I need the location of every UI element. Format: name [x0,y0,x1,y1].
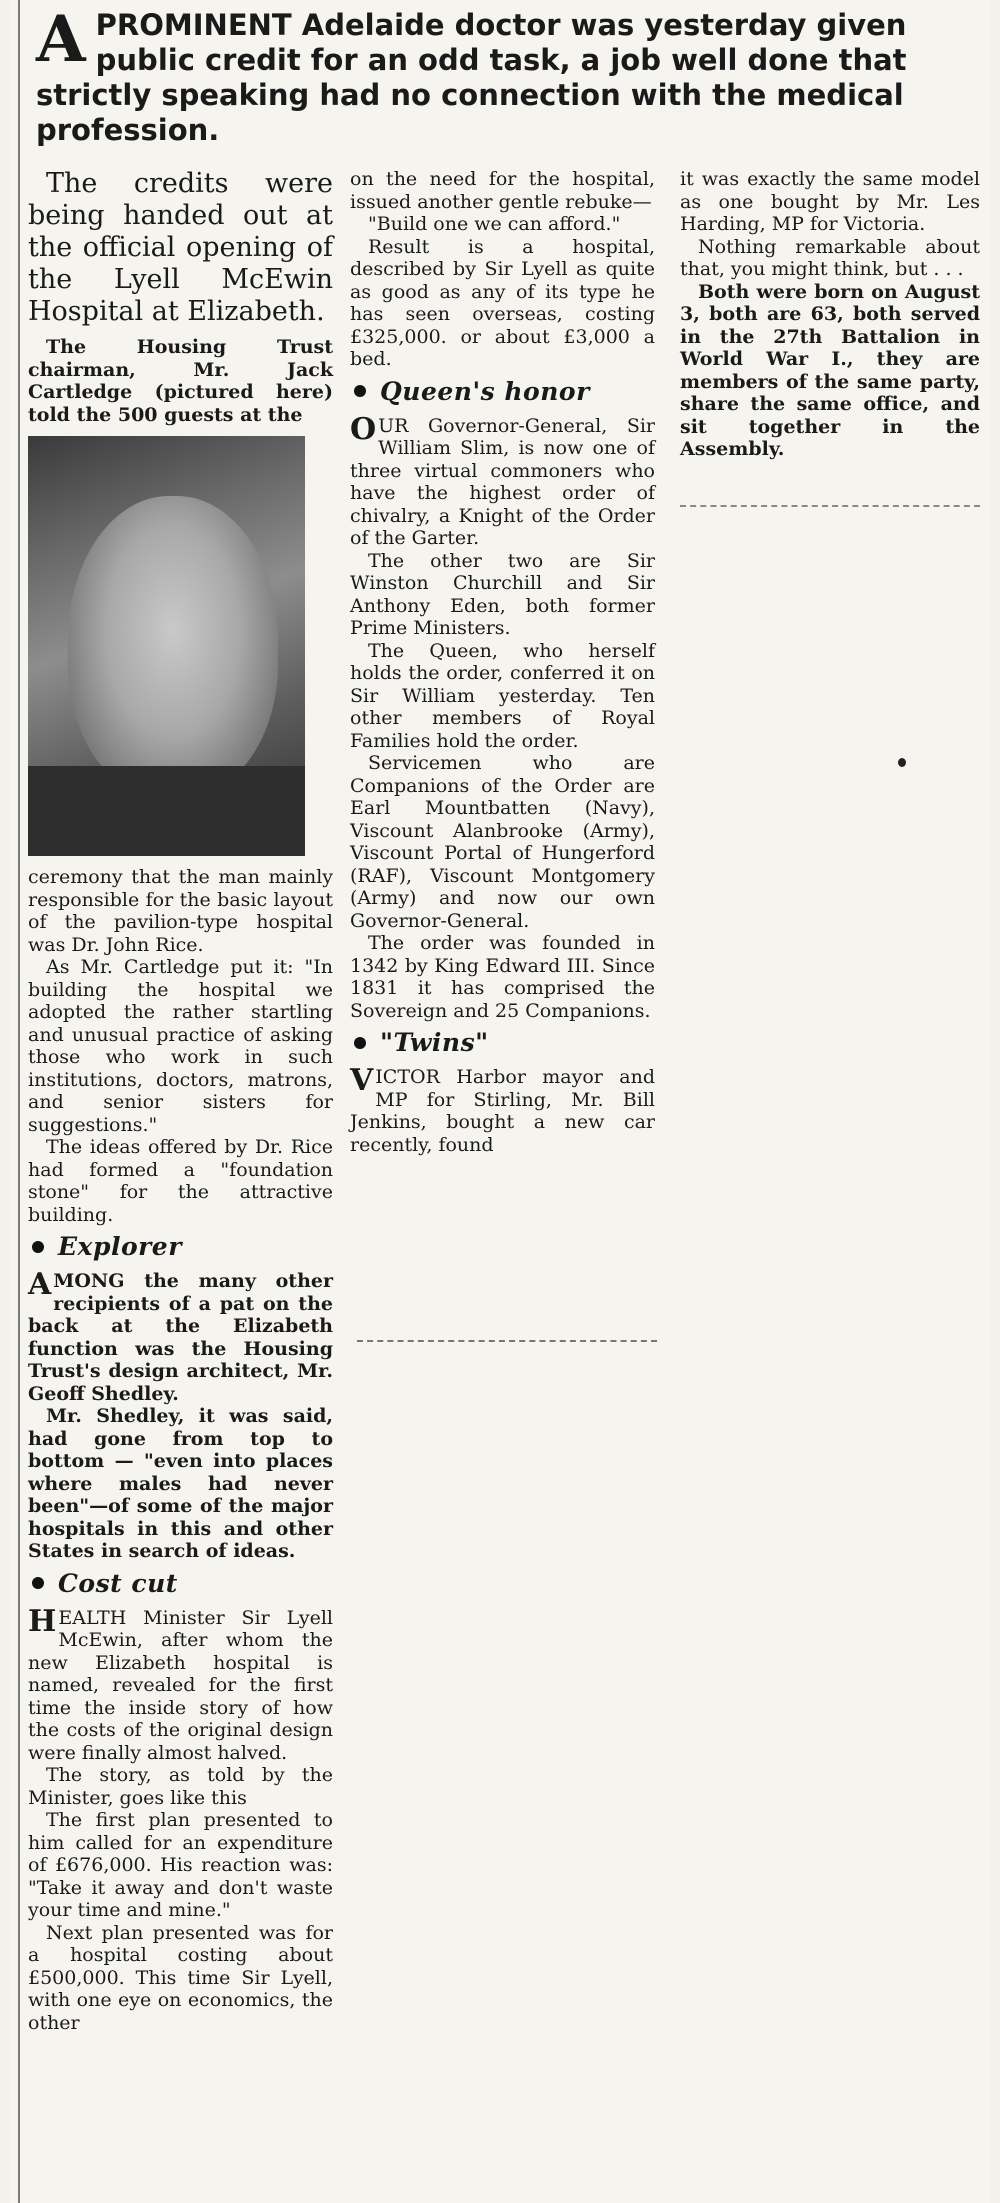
paragraph: Both were born on August 3, both are 63, both served in the 27th Battalion in World War I., they are members of the same party, share the same office, and sit together in the Assembly. [680,280,980,460]
paragraph: on the need for the hospital, issued another gentle rebuke— [350,168,655,213]
bullet-icon [32,1241,44,1253]
subhead-explorer: Explorer [28,1232,333,1262]
paragraph: The Housing Trust chairman, Mr. Jack Cartledge (pictured here) told the 500 guests at the [28,336,333,426]
paragraph: OUR Governor-General, Sir William Slim, is now one of three virtual commoners who have the highest order of chivalry, a Knight of the Order of the Garter. [350,411,655,549]
paragraph: it was exactly the same model as one bought by Mr. Les Harding, MP for Victoria. [680,168,980,235]
paragraph: Next plan presented was for a hospital costing about £500,000. This time Sir Lyell, with one eye on economics, the other [28,1921,333,2034]
paragraph: Nothing remarkable about that, you might think, but . . . [680,235,980,280]
paragraph: "Build one we can afford." [368,213,621,235]
paragraph: The story, as told by the Minister, goes like this [28,1764,333,1809]
portrait-suit [28,766,305,856]
paragraph: Mr. Shedley, it was said, had gone from top to bottom — "even into places where males had never been"—of some of the major hospitals in this and other States in search of ideas. [28,1405,333,1562]
subhead-queens-honor: Queen's honor [350,377,655,407]
paragraph: Servicemen who are Companions of the Order are Earl Mountbatten (Navy), Viscount Alanbrooke (Army), Viscount Portal of Hungerford (RAF), Viscount Montgomery (Army) and now our own Governor-General. [350,752,655,932]
paragraph: As Mr. Cartledge put it: "In building the hospital we adopted the rather startling and unusual practice of asking those who work in such institutions, doctors, matrons, and senior sisters for suggestions." [28,956,333,1136]
bullet-icon [32,1577,44,1589]
paragraph: VICTOR Harbor mayor and MP for Stirling, Mr. Bill Jenkins, bought a new car recently, found [350,1063,655,1156]
headline-text: PROMINENT Adelaide doctor was yesterday given public credit for an odd task, a job well done that strictly speaking had no connection with the medical profession. [36,8,907,147]
paragraph: The first plan presented to him called for an expenditure of £676,000. His reaction was: "Take it away and don't waste your time and mine." [28,1809,333,1921]
bullet-icon [354,385,366,397]
drop-cap: O [350,411,377,447]
portrait-photo [28,436,305,856]
drop-cap: H [28,1603,57,1639]
column-1 [28,168,333,2034]
column-rule [18,0,20,2203]
paragraph: AMONG the many other recipients of a pat on the back at the Elizabeth function was the Housing Trust's design architect, Mr. Geoff Shedley. [28,1267,333,1405]
headline-dropcap: A [36,2,86,77]
paragraph: The order was founded in 1342 by King Edward III. Since 1831 it has comprised the Sovereign and 25 Companions. [350,932,655,1022]
portrait-face [68,496,278,796]
column-2 [350,168,655,1156]
paragraph: HEALTH Minister Sir Lyell McEwin, after whom the new Elizabeth hospital is named, revealed for the first time the inside story of how the costs of the original design were finally almost halved. [28,1603,333,1764]
headline [36,2,971,148]
drop-cap: V [350,1063,374,1098]
ink-speck [898,758,906,767]
subhead-twins: "Twins" [350,1028,655,1058]
subhead-cost-cut: Cost cut [28,1569,333,1599]
column-end-rule [680,505,980,507]
lead-paragraph: The credits were being handed out at the official opening of the Lyell McEwin Hospital at Elizabeth. [28,168,333,327]
paragraph: The other two are Sir Winston Churchill and Sir Anthony Eden, both former Prime Ministers. [350,549,655,639]
paragraph: The ideas offered by Dr. Rice had formed a "foundation stone" for the attractive building. [28,1136,333,1226]
paragraph: Result is a hospital, described by Sir Lyell as quite as good as any of its type he has seen overseas, costing £325,000. or about £3,000 a bed. [350,235,655,370]
drop-cap: A [28,1267,52,1302]
column-3 [680,168,980,461]
column-end-rule [357,1340,657,1342]
paragraph: ceremony that the man mainly responsible for the basic layout of the pavilion-type hospital was Dr. John Rice. [28,866,333,956]
bullet-icon [354,1037,366,1049]
paragraph: The Queen, who herself holds the order, conferred it on Sir William yesterday. Ten other members of Royal Families hold the order. [350,639,655,752]
